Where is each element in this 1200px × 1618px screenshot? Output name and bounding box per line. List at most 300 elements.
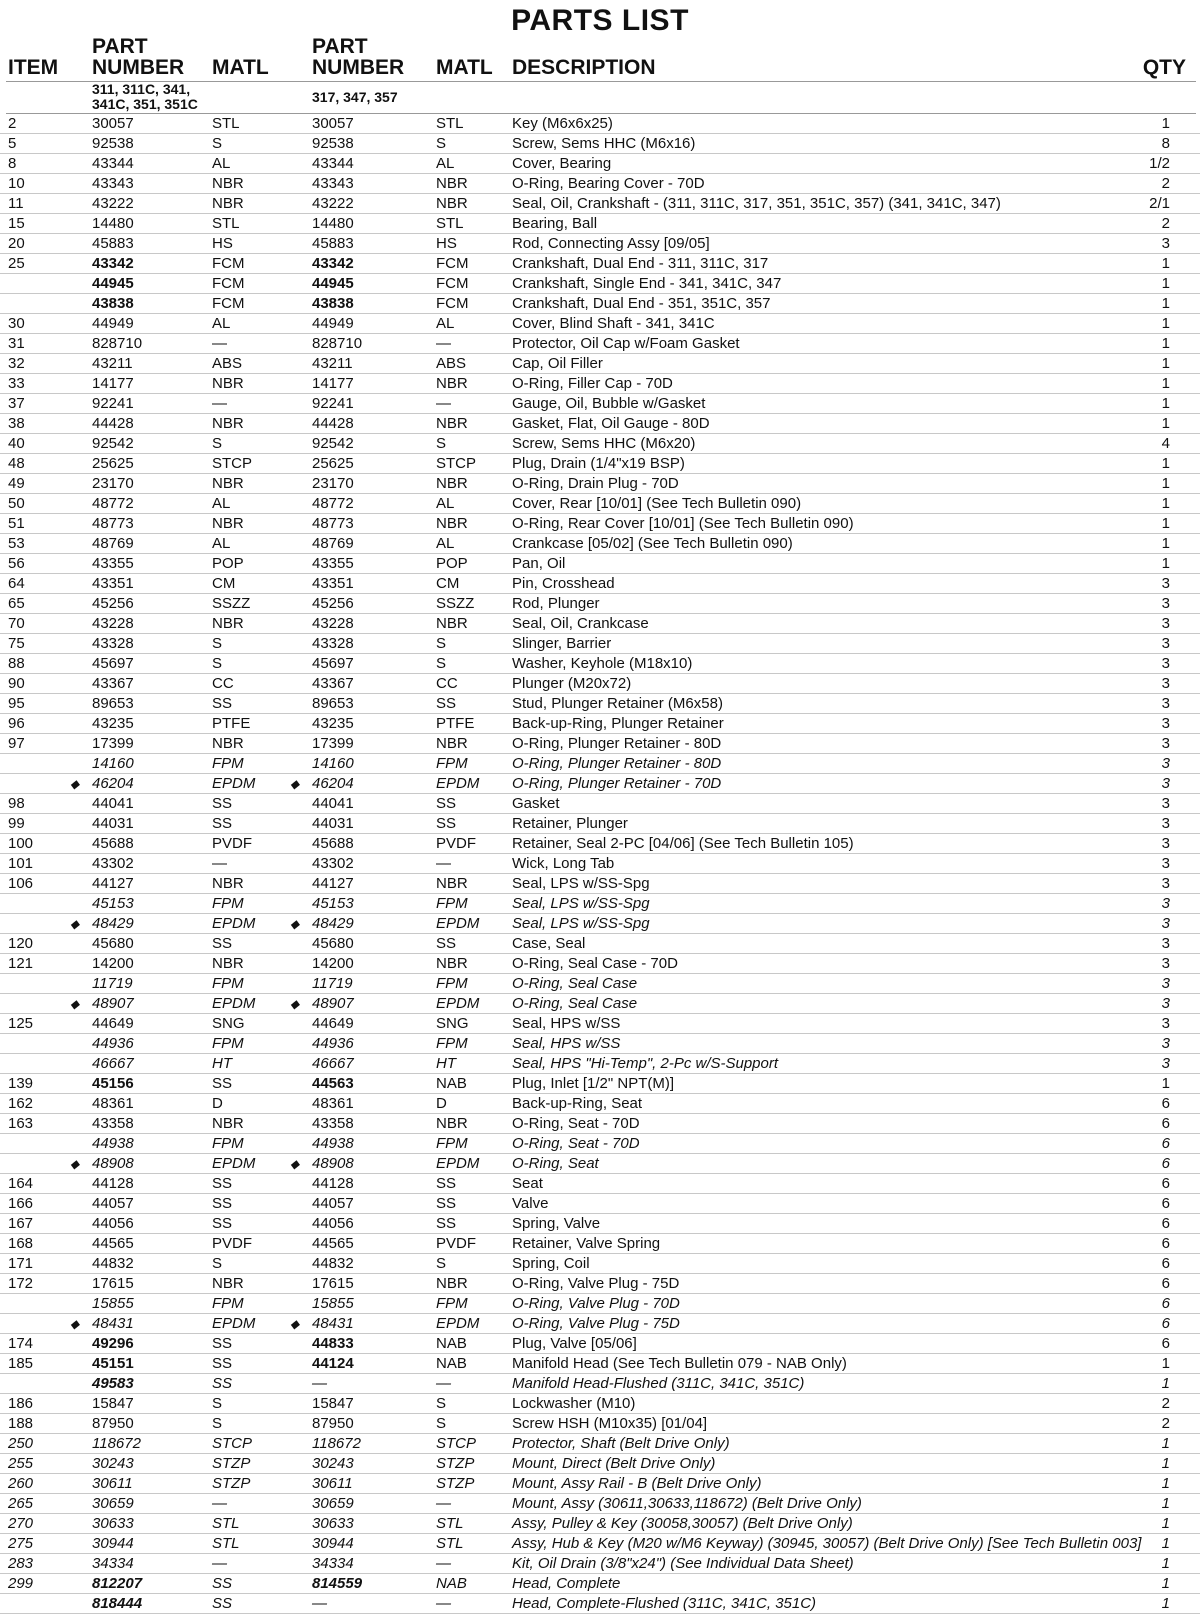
table-row xyxy=(0,174,1200,194)
part-number-2-cell: 44563 xyxy=(312,1075,354,1092)
material-1-cell: SS xyxy=(212,815,233,832)
part-number-2-cell: 48431 xyxy=(312,1315,354,1332)
item-cell: 40 xyxy=(8,435,25,452)
part-number-2-cell: 48773 xyxy=(312,515,354,532)
description-cell: Seal, HPS w/SS xyxy=(512,1035,621,1052)
material-2-cell: S xyxy=(436,435,447,452)
qty-cell: 1 xyxy=(1161,1515,1170,1532)
table-row xyxy=(0,1134,1200,1154)
material-1-cell: FPM xyxy=(212,975,244,992)
item-cell: 97 xyxy=(8,735,25,752)
material-1-cell: SS xyxy=(212,1375,233,1392)
table-row xyxy=(0,494,1200,514)
header-part-2-a: PART xyxy=(312,35,368,58)
part-number-1-cell: 48908 xyxy=(92,1155,134,1172)
part-number-2-cell: 44124 xyxy=(312,1355,354,1372)
material-2-cell: NBR xyxy=(436,375,468,392)
material-1-cell: FPM xyxy=(212,755,244,772)
material-1-cell: STZP xyxy=(212,1455,251,1472)
material-2-cell: SS xyxy=(436,1175,457,1192)
item-cell: 167 xyxy=(8,1215,34,1232)
material-1-cell: NBR xyxy=(212,875,244,892)
description-cell: O-Ring, Seat - 70D xyxy=(512,1115,640,1132)
part-number-2-cell: 92241 xyxy=(312,395,354,412)
part-number-1-cell: 30057 xyxy=(92,115,134,132)
material-1-cell: CM xyxy=(212,575,236,592)
material-1-cell: S xyxy=(212,1395,223,1412)
part-number-1-cell: 11719 xyxy=(92,975,133,992)
description-cell: Screw, Sems HHC (M6x16) xyxy=(512,135,696,152)
item-cell: 139 xyxy=(8,1075,34,1092)
qty-cell: 1 xyxy=(1161,535,1170,552)
part-number-1-cell: 92241 xyxy=(92,395,134,412)
description-cell: Valve xyxy=(512,1195,549,1212)
table-row xyxy=(0,134,1200,154)
qty-cell: 3 xyxy=(1161,835,1170,852)
diamond-marker-icon: ◆ xyxy=(290,1317,300,1331)
qty-cell: 3 xyxy=(1161,1035,1170,1052)
page-title: PARTS LIST xyxy=(511,4,689,37)
header-part-1-b: NUMBER xyxy=(92,56,185,79)
part-number-2-cell: 11719 xyxy=(312,975,353,992)
table-row xyxy=(0,1474,1200,1494)
material-1-cell: FCM xyxy=(212,275,245,292)
description-cell: Plug, Inlet [1/2" NPT(M)] xyxy=(512,1075,675,1092)
item-cell: 106 xyxy=(8,875,34,892)
description-cell: Manifold Head-Flushed (311C, 341C, 351C) xyxy=(512,1375,805,1392)
description-cell: Bearing, Ball xyxy=(512,215,598,232)
table-row xyxy=(0,1554,1200,1574)
item-cell: 125 xyxy=(8,1015,34,1032)
material-2-cell: FPM xyxy=(436,895,468,912)
part-number-2-cell: 46204 xyxy=(312,775,354,792)
table-row xyxy=(0,1054,1200,1074)
qty-cell: 6 xyxy=(1161,1295,1170,1312)
part-number-1-cell: 43358 xyxy=(92,1115,134,1132)
description-cell: Retainer, Plunger xyxy=(512,815,628,832)
material-1-cell: SS xyxy=(212,1595,233,1612)
qty-cell: 3 xyxy=(1161,975,1170,992)
part-number-2-cell: 43343 xyxy=(312,175,354,192)
description-cell: Seal, HPS "Hi-Temp", 2-Pc w/S-Support xyxy=(512,1055,779,1072)
material-2-cell: — xyxy=(436,395,451,412)
material-1-cell: NBR xyxy=(212,735,244,752)
material-2-cell: — xyxy=(436,855,451,872)
table-row xyxy=(0,254,1200,274)
part-number-1-cell: 30611 xyxy=(92,1475,133,1492)
part-number-1-cell: 48431 xyxy=(92,1315,134,1332)
material-2-cell: NBR xyxy=(436,175,468,192)
material-1-cell: NBR xyxy=(212,175,244,192)
material-1-cell: STL xyxy=(212,1535,240,1552)
description-cell: Crankcase [05/02] (See Tech Bulletin 090) xyxy=(512,535,793,552)
qty-cell: 8 xyxy=(1161,135,1170,152)
material-2-cell: S xyxy=(436,1415,447,1432)
material-1-cell: EPDM xyxy=(212,1155,256,1172)
part-number-1-cell: 43228 xyxy=(92,615,134,632)
description-cell: Crankshaft, Dual End - 351, 351C, 357 xyxy=(512,295,771,312)
description-cell: Assy, Pulley & Key (30058,30057) (Belt Drive Only) xyxy=(512,1515,853,1532)
part-number-1-cell: 43343 xyxy=(92,175,134,192)
material-2-cell: S xyxy=(436,635,447,652)
material-2-cell: HS xyxy=(436,235,457,252)
qty-cell: 1 xyxy=(1161,475,1170,492)
description-cell: Seal, LPS w/SS-Spg xyxy=(512,875,650,892)
table-row xyxy=(0,314,1200,334)
table-row xyxy=(0,1434,1200,1454)
item-cell: 5 xyxy=(8,135,17,152)
qty-cell: 1 xyxy=(1161,1435,1170,1452)
table-row xyxy=(0,814,1200,834)
qty-cell: 2 xyxy=(1161,215,1170,232)
qty-cell: 6 xyxy=(1161,1135,1170,1152)
material-2-cell: S xyxy=(436,1255,447,1272)
part-number-2-cell: — xyxy=(312,1595,327,1612)
header-matl-1: MATL xyxy=(212,56,269,79)
material-1-cell: EPDM xyxy=(212,1315,256,1332)
table-row xyxy=(0,1234,1200,1254)
part-number-1-cell: 44936 xyxy=(92,1035,134,1052)
item-cell: 31 xyxy=(8,335,25,352)
part-number-2-cell: 30659 xyxy=(312,1495,354,1512)
description-cell: O-Ring, Valve Plug - 75D xyxy=(512,1275,680,1292)
table-row xyxy=(0,394,1200,414)
material-1-cell: S xyxy=(212,135,223,152)
description-cell: Plunger (M20x72) xyxy=(512,675,632,692)
part-number-1-cell: 87950 xyxy=(92,1415,134,1432)
part-number-1-cell: 17399 xyxy=(92,735,134,752)
material-1-cell: STZP xyxy=(212,1475,251,1492)
table-row xyxy=(0,554,1200,574)
part-number-2-cell: 14480 xyxy=(312,215,354,232)
part-number-1-cell: 43344 xyxy=(92,155,134,172)
qty-cell: 1 xyxy=(1161,375,1170,392)
table-row xyxy=(0,894,1200,914)
description-cell: Rod, Plunger xyxy=(512,595,600,612)
part-number-2-cell: 15855 xyxy=(312,1295,354,1312)
qty-cell: 1 xyxy=(1161,495,1170,512)
part-number-2-cell: 43235 xyxy=(312,715,354,732)
table-row xyxy=(0,754,1200,774)
description-cell: Seal, Oil, Crankcase xyxy=(512,615,649,632)
item-cell: 38 xyxy=(8,415,25,432)
part-number-1-cell: 43367 xyxy=(92,675,134,692)
part-number-1-cell: 48907 xyxy=(92,995,134,1012)
description-cell: Seal, Oil, Crankshaft - (311, 311C, 317, 351, 351C, 357) (341, 341C, 347) xyxy=(512,195,1001,212)
material-1-cell: NBR xyxy=(212,475,244,492)
material-2-cell: ABS xyxy=(436,355,467,372)
part-number-2-cell: 43351 xyxy=(312,575,354,592)
table-row xyxy=(0,434,1200,454)
material-2-cell: FPM xyxy=(436,1295,468,1312)
part-number-2-cell: 44056 xyxy=(312,1215,354,1232)
item-cell: 101 xyxy=(8,855,34,872)
material-1-cell: STL xyxy=(212,115,240,132)
material-2-cell: SS xyxy=(436,935,457,952)
table-row xyxy=(0,1534,1200,1554)
table-row xyxy=(0,114,1200,134)
table-row xyxy=(0,874,1200,894)
material-1-cell: — xyxy=(212,395,227,412)
part-number-1-cell: 44041 xyxy=(92,795,134,812)
qty-cell: 6 xyxy=(1161,1175,1170,1192)
table-row xyxy=(0,734,1200,754)
part-number-1-cell: 48772 xyxy=(92,495,134,512)
table-row xyxy=(0,194,1200,214)
material-2-cell: STZP xyxy=(436,1475,475,1492)
part-number-1-cell: 30659 xyxy=(92,1495,134,1512)
header-matl-2: MATL xyxy=(436,56,493,79)
part-number-2-cell: 814559 xyxy=(312,1575,363,1592)
part-number-1-cell: 44565 xyxy=(92,1235,134,1252)
description-cell: Screw, Sems HHC (M6x20) xyxy=(512,435,696,452)
description-cell: Seal, LPS w/SS-Spg xyxy=(512,895,650,912)
description-cell: O-Ring, Bearing Cover - 70D xyxy=(512,175,705,192)
table-row xyxy=(0,1294,1200,1314)
description-cell: O-Ring, Drain Plug - 70D xyxy=(512,475,679,492)
description-cell: Seat xyxy=(512,1175,543,1192)
material-2-cell: FCM xyxy=(436,275,469,292)
table-header xyxy=(0,36,1200,86)
item-cell: 88 xyxy=(8,655,25,672)
description-cell: Cover, Bearing xyxy=(512,155,612,172)
material-1-cell: HT xyxy=(212,1055,232,1072)
item-cell: 186 xyxy=(8,1395,34,1412)
description-cell: Spring, Coil xyxy=(512,1255,590,1272)
table-row xyxy=(0,834,1200,854)
part-number-2-cell: 43344 xyxy=(312,155,354,172)
item-cell: 188 xyxy=(8,1415,34,1432)
material-2-cell: FPM xyxy=(436,1135,468,1152)
material-2-cell: NBR xyxy=(436,1115,468,1132)
part-number-1-cell: 15855 xyxy=(92,1295,134,1312)
material-1-cell: SSZZ xyxy=(212,595,251,612)
description-cell: O-Ring, Valve Plug - 70D xyxy=(512,1295,680,1312)
material-2-cell: SNG xyxy=(436,1015,469,1032)
table-row xyxy=(0,714,1200,734)
table-row xyxy=(0,1014,1200,1034)
part-number-2-cell: 48908 xyxy=(312,1155,354,1172)
material-2-cell: STL xyxy=(436,1515,464,1532)
table-row xyxy=(0,454,1200,474)
table-row xyxy=(0,1274,1200,1294)
part-number-2-cell: 43211 xyxy=(312,355,353,372)
part-number-1-cell: 46204 xyxy=(92,775,134,792)
item-cell: 166 xyxy=(8,1195,34,1212)
table-row xyxy=(0,974,1200,994)
part-number-2-cell: 23170 xyxy=(312,475,354,492)
table-row xyxy=(0,994,1200,1014)
table-row xyxy=(0,1034,1200,1054)
table-row xyxy=(0,1354,1200,1374)
part-number-2-cell: 17399 xyxy=(312,735,354,752)
part-number-2-cell: 48907 xyxy=(312,995,354,1012)
description-cell: Protector, Oil Cap w/Foam Gasket xyxy=(512,335,740,352)
material-2-cell: NAB xyxy=(436,1355,467,1372)
material-1-cell: SS xyxy=(212,1335,233,1352)
part-number-2-cell: 44949 xyxy=(312,315,354,332)
qty-cell: 3 xyxy=(1161,815,1170,832)
material-1-cell: STCP xyxy=(212,455,253,472)
qty-cell: 1/2 xyxy=(1149,155,1170,172)
table-row xyxy=(0,1514,1200,1534)
material-2-cell: EPDM xyxy=(436,915,480,932)
qty-cell: 3 xyxy=(1161,995,1170,1012)
material-2-cell: AL xyxy=(436,155,455,172)
part-number-1-cell: 48361 xyxy=(92,1095,134,1112)
material-2-cell: S xyxy=(436,135,447,152)
qty-cell: 6 xyxy=(1161,1255,1170,1272)
material-1-cell: S xyxy=(212,435,223,452)
material-1-cell: SNG xyxy=(212,1015,245,1032)
qty-cell: 3 xyxy=(1161,695,1170,712)
part-number-2-cell: 30611 xyxy=(312,1475,353,1492)
diamond-marker-icon: ◆ xyxy=(70,917,80,931)
part-number-2-cell: 30243 xyxy=(312,1455,354,1472)
item-cell: 174 xyxy=(8,1335,34,1352)
table-row xyxy=(0,1334,1200,1354)
item-cell: 255 xyxy=(8,1455,34,1472)
material-1-cell: AL xyxy=(212,495,231,512)
material-1-cell: NBR xyxy=(212,615,244,632)
header-item: ITEM xyxy=(8,56,59,79)
item-cell: 15 xyxy=(8,215,25,232)
material-1-cell: — xyxy=(212,1555,227,1572)
material-1-cell: S xyxy=(212,1255,223,1272)
part-number-2-cell: 48772 xyxy=(312,495,354,512)
material-1-cell: EPDM xyxy=(212,915,256,932)
qty-cell: 1 xyxy=(1161,335,1170,352)
description-cell: Pin, Crosshead xyxy=(512,575,615,592)
material-1-cell: STCP xyxy=(212,1435,253,1452)
description-cell: Plug, Drain (1/4"x19 BSP) xyxy=(512,455,685,472)
part-number-2-cell: 14177 xyxy=(312,375,354,392)
table-row xyxy=(0,294,1200,314)
material-2-cell: — xyxy=(436,1495,451,1512)
item-cell: 121 xyxy=(8,955,34,972)
qty-cell: 1 xyxy=(1161,1595,1170,1612)
part-number-2-cell: 45680 xyxy=(312,935,354,952)
material-1-cell: SS xyxy=(212,935,233,952)
part-number-2-cell: 92538 xyxy=(312,135,354,152)
item-cell: 162 xyxy=(8,1095,34,1112)
part-number-2-cell: 30944 xyxy=(312,1535,354,1552)
part-number-1-cell: 48773 xyxy=(92,515,134,532)
qty-cell: 3 xyxy=(1161,635,1170,652)
part-number-2-cell: 25625 xyxy=(312,455,354,472)
description-cell: O-Ring, Seal Case xyxy=(512,975,638,992)
part-number-1-cell: 44128 xyxy=(92,1175,134,1192)
table-row xyxy=(0,414,1200,434)
material-1-cell: FPM xyxy=(212,1295,244,1312)
material-1-cell: SS xyxy=(212,1195,233,1212)
part-number-2-cell: 43355 xyxy=(312,555,354,572)
qty-cell: 3 xyxy=(1161,955,1170,972)
part-number-1-cell: 818444 xyxy=(92,1595,143,1612)
material-1-cell: NBR xyxy=(212,1115,244,1132)
material-1-cell: FCM xyxy=(212,255,245,272)
description-cell: Back-up-Ring, Plunger Retainer xyxy=(512,715,724,732)
qty-cell: 6 xyxy=(1161,1215,1170,1232)
material-1-cell: AL xyxy=(212,535,231,552)
description-cell: Wick, Long Tab xyxy=(512,855,615,872)
diamond-marker-icon: ◆ xyxy=(290,997,300,1011)
part-number-2-cell: 48361 xyxy=(312,1095,354,1112)
material-2-cell: STCP xyxy=(436,1435,477,1452)
table-row xyxy=(0,1394,1200,1414)
material-2-cell: NBR xyxy=(436,475,468,492)
item-cell: 168 xyxy=(8,1235,34,1252)
material-2-cell: SSZZ xyxy=(436,595,475,612)
table-row xyxy=(0,654,1200,674)
material-1-cell: FPM xyxy=(212,1135,244,1152)
item-cell: 299 xyxy=(8,1575,34,1592)
part-number-2-cell: 14160 xyxy=(312,755,354,772)
part-number-1-cell: 14177 xyxy=(92,375,134,392)
part-number-2-cell: 43367 xyxy=(312,675,354,692)
part-number-1-cell: 44127 xyxy=(92,875,134,892)
material-1-cell: PTFE xyxy=(212,715,251,732)
material-2-cell: SS xyxy=(436,795,457,812)
qty-cell: 3 xyxy=(1161,755,1170,772)
parts-table xyxy=(0,114,1200,1614)
item-cell: 265 xyxy=(8,1495,34,1512)
table-row xyxy=(0,354,1200,374)
material-1-cell: AL xyxy=(212,315,231,332)
material-2-cell: SS xyxy=(436,1215,457,1232)
part-number-1-cell: 89653 xyxy=(92,695,134,712)
material-1-cell: FPM xyxy=(212,895,244,912)
description-cell: O-Ring, Seal Case - 70D xyxy=(512,955,678,972)
material-2-cell: PVDF xyxy=(436,1235,477,1252)
description-cell: Assy, Hub & Key (M20 w/M6 Keyway) (30945, 30057) (Belt Drive Only) [See Tech Bulletin 003] xyxy=(512,1535,1142,1552)
material-2-cell: AL xyxy=(436,315,455,332)
description-cell: Retainer, Valve Spring xyxy=(512,1235,661,1252)
part-number-1-cell: 92538 xyxy=(92,135,134,152)
part-number-2-cell: 30633 xyxy=(312,1515,354,1532)
part-number-1-cell: 14160 xyxy=(92,755,134,772)
description-cell: O-Ring, Seal Case xyxy=(512,995,638,1012)
part-number-1-cell: 45256 xyxy=(92,595,134,612)
qty-cell: 1 xyxy=(1161,1455,1170,1472)
qty-cell: 3 xyxy=(1161,655,1170,672)
material-1-cell: FPM xyxy=(212,1035,244,1052)
description-cell: Stud, Plunger Retainer (M6x58) xyxy=(512,695,723,712)
part-number-1-cell: 14200 xyxy=(92,955,134,972)
part-number-1-cell: 30633 xyxy=(92,1515,134,1532)
table-row xyxy=(0,914,1200,934)
description-cell: Manifold Head (See Tech Bulletin 079 - NAB Only) xyxy=(512,1355,847,1372)
material-1-cell: STL xyxy=(212,1515,240,1532)
table-row xyxy=(0,1174,1200,1194)
description-cell: O-Ring, Plunger Retainer - 80D xyxy=(512,735,722,752)
table-row xyxy=(0,934,1200,954)
qty-cell: 6 xyxy=(1161,1335,1170,1352)
item-cell: 185 xyxy=(8,1355,34,1372)
material-2-cell: — xyxy=(436,1375,451,1392)
material-2-cell: FPM xyxy=(436,975,468,992)
item-cell: 2 xyxy=(8,115,17,132)
header-description: DESCRIPTION xyxy=(512,56,656,79)
part-number-2-cell: 118672 xyxy=(312,1435,361,1452)
description-cell: Retainer, Seal 2-PC [04/06] (See Tech Bulletin 105) xyxy=(512,835,854,852)
material-1-cell: S xyxy=(212,655,223,672)
material-1-cell: — xyxy=(212,335,227,352)
table-row xyxy=(0,1094,1200,1114)
material-2-cell: NBR xyxy=(436,1275,468,1292)
description-cell: Protector, Shaft (Belt Drive Only) xyxy=(512,1435,730,1452)
item-cell: 260 xyxy=(8,1475,34,1492)
